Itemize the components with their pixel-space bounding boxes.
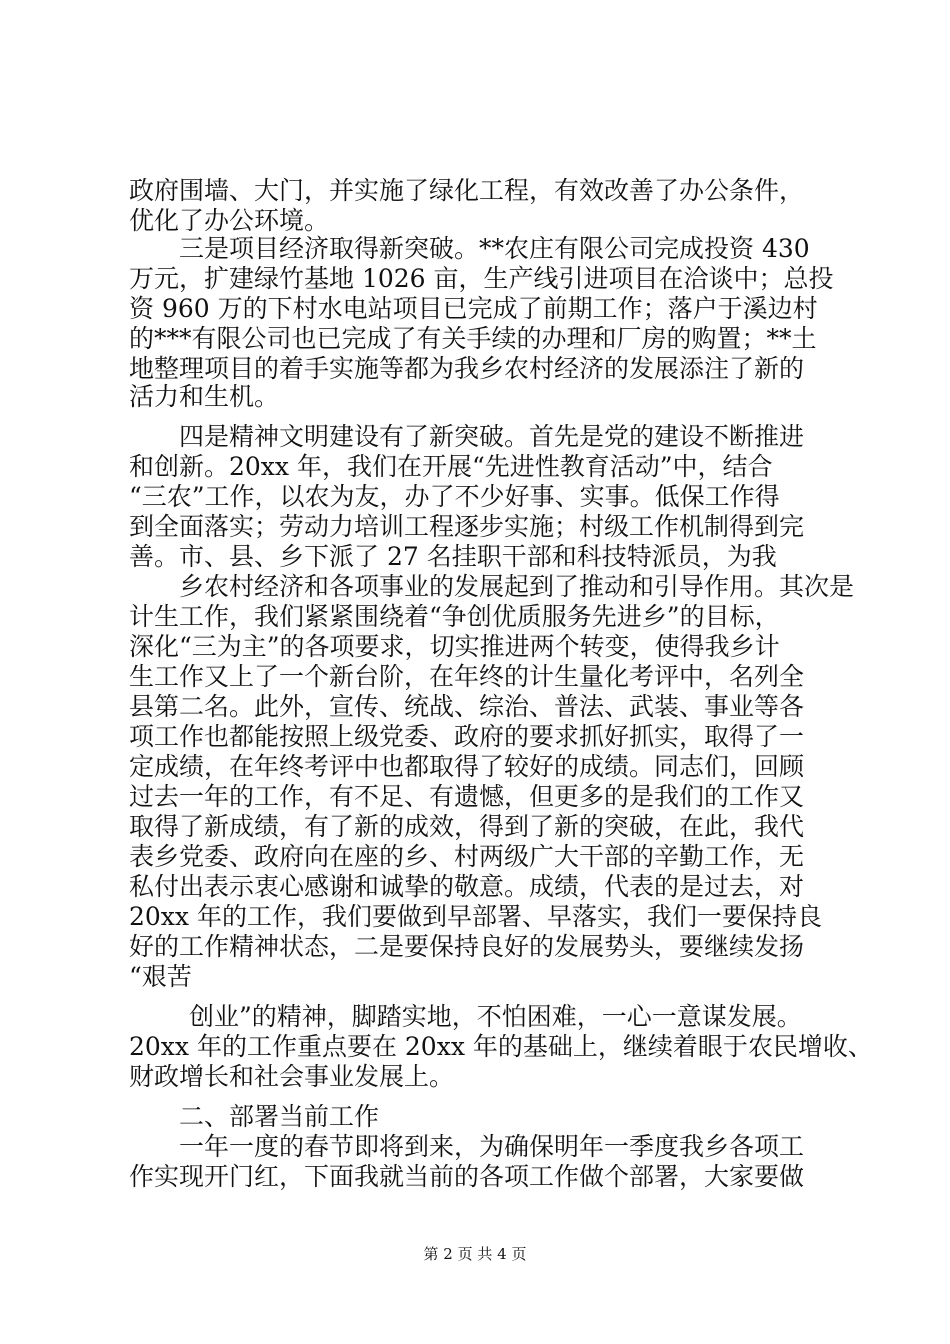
text-line: 私付出表示衷心感谢和诚挚的敬意。成绩，代表的是过去，对 [129,872,805,901]
text-line: 生工作又上了一个新台阶，在年终的计生量化考评中，名列全 [129,662,805,691]
text-line: 过去一年的工作，有不足、有遗憾，但更多的是我们的工作又 [129,782,805,811]
text-line: “艰苦 [129,962,192,991]
text-line: 的***有限公司也已完成了有关手续的办理和厂房的购置；**土 [129,324,817,353]
text-line: 20xx 年的工作重点要在 20xx 年的基础上，继续着眼于农民增收、 [129,1032,873,1061]
text-line: 表乡党委、政府向在座的乡、村两级广大干部的辛勤工作，无 [129,842,805,871]
text-line: 万元，扩建绿竹基地 1026 亩，生产线引进项目在洽谈中；总投 [129,264,834,293]
text-line: 取得了新成绩，有了新的成效，得到了新的突破，在此，我代 [129,812,805,841]
text-line: 善。市、县、乡下派了 27 名挂职干部和科技特派员，为我 [129,542,777,571]
text-line: 到全面落实；劳动力培训工程逐步实施；村级工作机制得到完 [129,512,805,541]
text-line: 好的工作精神状态，二是要保持良好的发展势头，要继续发扬 [129,932,805,961]
section-heading: 二、部署当前工作 [179,1102,380,1131]
text-line: “三农”工作，以农为友，办了不少好事、实事。低保工作得 [129,482,780,511]
text-line: 计生工作，我们紧紧围绕着“争创优质服务先进乡”的目标， [129,602,780,631]
text-line: 活力和生机。 [129,382,280,411]
text-line: 地整理项目的着手实施等都为我乡农村经济的发展添注了新的 [129,354,805,383]
text-line: 四是精神文明建设有了新突破。首先是党的建设不断推进 [179,422,805,451]
text-line: 作实现开门红，下面我就当前的各项工作做个部署，大家要做 [129,1162,805,1191]
text-line: 优化了办公环境。 [129,206,330,235]
text-line: 政府围墙、大门，并实施了绿化工程，有效改善了办公条件， [129,176,805,205]
text-line: 县第二名。此外，宣传、统战、综治、普法、武装、事业等各 [129,692,805,721]
text-line: 20xx 年的工作，我们要做到早部署、早落实，我们一要保持良 [129,902,822,931]
text-line: 和创新。20xx 年，我们在开展“先进性教育活动”中，结合 [129,452,773,481]
text-line: 项工作也都能按照上级党委、政府的要求抓好抓实，取得了一 [129,722,805,751]
page-number: 第 2 页 共 4 页 [423,1245,527,1263]
text-line: 创业”的精神，脚踏实地，不怕困难，一心一意谋发展。 [189,1002,802,1031]
text-line: 定成绩，在年终考评中也都取得了较好的成绩。同志们，回顾 [129,752,805,781]
text-line: 资 960 万的下村水电站项目已完成了前期工作；落户于溪边村 [129,294,818,323]
text-line: 三是项目经济取得新突破。**农庄有限公司完成投资 430 [179,234,810,263]
text-line: 财政增长和社会事业发展上。 [129,1062,455,1091]
text-line: 乡农村经济和各项事业的发展起到了推动和引导作用。其次是 [179,572,855,601]
text-line: 深化“三为主”的各项要求，切实推进两个转变，使得我乡计 [129,632,780,661]
text-line: 一年一度的春节即将到来，为确保明年一季度我乡各项工 [179,1132,805,1161]
